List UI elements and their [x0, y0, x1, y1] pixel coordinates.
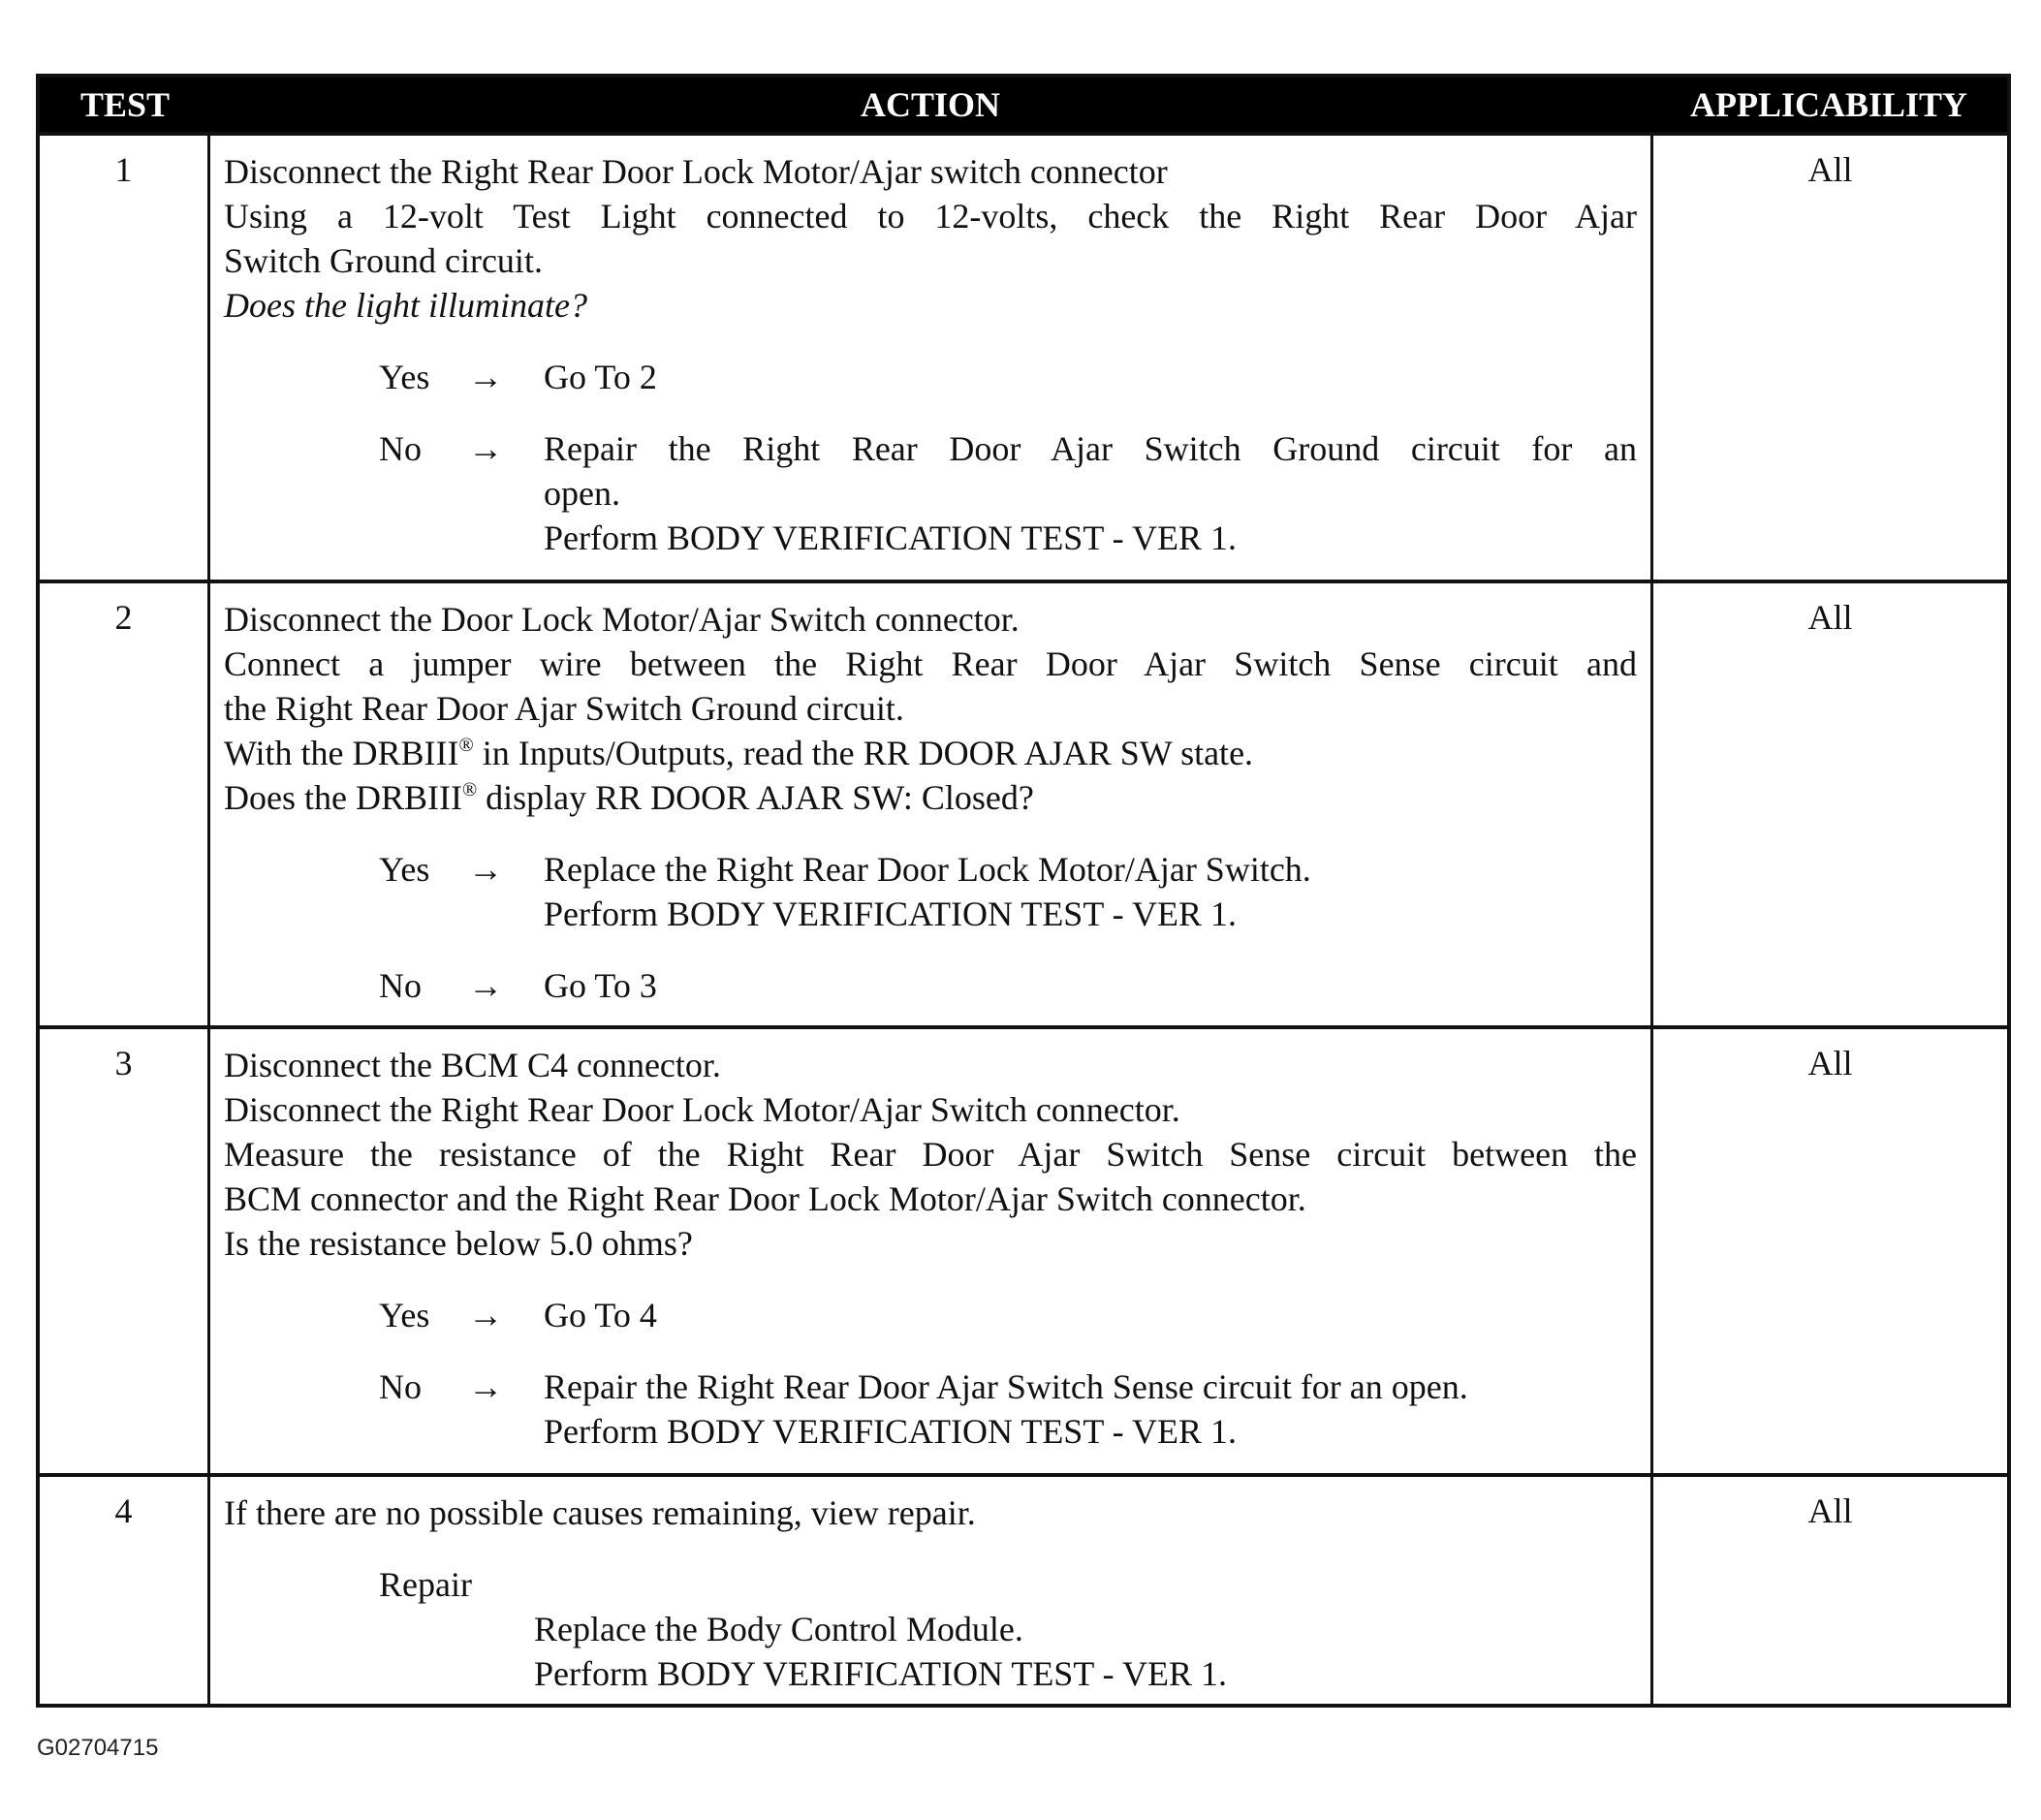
table-row [40, 1025, 2007, 1473]
action-line: Switch Ground circuit. [224, 241, 543, 280]
diagnostic-test-table [36, 74, 2011, 1708]
yes-result: Replace the Right Rear Door Lock Motor/Ajar Switch. [544, 850, 1311, 889]
right-arrow-icon: → [468, 850, 503, 889]
yes-label: Yes [379, 358, 430, 396]
repair-instructions [224, 1607, 1637, 1696]
applicability-cell: All [1650, 136, 2007, 580]
test-number: 2 [40, 583, 210, 1025]
action-line: Connect a jumper wire between the Right Rear Door Ajar Switch Sense circuit and [224, 644, 1637, 683]
action-line: Disconnect the Door Lock Motor/Ajar Switch connector. [224, 600, 1020, 639]
test-number: 4 [40, 1477, 210, 1704]
header-action: ACTION [860, 85, 1001, 124]
applicability-cell: All [1650, 1029, 2007, 1473]
no-result: Repair the Right Rear Door Ajar Switch Ground circuit for an [544, 429, 1637, 468]
no-result: Go To 3 [544, 966, 657, 1005]
right-arrow-icon: → [468, 1296, 503, 1334]
right-arrow-icon: → [468, 358, 503, 396]
action-line: Using a 12-volt Test Light connected to 12-volts, check the Right Rear Door Ajar [224, 197, 1637, 235]
action-line: Measure the resistance of the Right Rear Door Ajar Switch Sense circuit between the [224, 1135, 1637, 1174]
action-line: Disconnect the Right Rear Door Lock Motor/Ajar switch connector [224, 152, 1168, 191]
no-label: No [379, 966, 422, 1005]
test-number: 1 [40, 136, 210, 580]
action-cell [210, 1029, 1650, 1473]
yes-result: Perform BODY VERIFICATION TEST - VER 1. [544, 894, 1238, 933]
action-question: Is the resistance below 5.0 ohms? [224, 1224, 693, 1263]
test-number: 3 [40, 1029, 210, 1473]
no-result: Repair the Right Rear Door Ajar Switch Sense circuit for an open. [544, 1367, 1468, 1406]
yes-option [224, 1293, 1637, 1337]
figure-code: G02704715 [37, 1735, 159, 1761]
action-line: If there are no possible causes remaining, view repair. [224, 1493, 976, 1532]
repair-line: Replace the Body Control Module. [534, 1610, 1023, 1648]
no-option [224, 1365, 1637, 1454]
action-cell [210, 136, 1650, 580]
no-result: open. [544, 474, 620, 513]
no-label: No [379, 1367, 422, 1406]
header-test: TEST [79, 85, 171, 124]
right-arrow-icon: → [468, 966, 503, 1005]
repair-label: Repair [379, 1565, 472, 1604]
action-question: Does the light illuminate? [224, 286, 587, 325]
no-option [224, 426, 1637, 560]
yes-result: Go To 2 [544, 358, 657, 396]
applicability-cell: All [1650, 1477, 2007, 1704]
table-header [40, 78, 2007, 132]
action-cell [210, 583, 1650, 1025]
right-arrow-icon: → [468, 429, 503, 468]
action-line: Disconnect the Right Rear Door Lock Motor/Ajar Switch connector. [224, 1090, 1180, 1129]
table-row [40, 132, 2007, 580]
repair-line: Perform BODY VERIFICATION TEST - VER 1. [534, 1654, 1228, 1693]
yes-option [224, 355, 1637, 399]
header-applicability: APPLICABILITY [1689, 85, 1968, 124]
yes-label: Yes [379, 1296, 430, 1334]
action-cell [210, 1477, 1650, 1704]
no-label: No [379, 429, 422, 468]
applicability-cell: All [1650, 583, 2007, 1025]
table-row [40, 1473, 2007, 1704]
no-result: Perform BODY VERIFICATION TEST - VER 1. [544, 518, 1238, 557]
right-arrow-icon: → [468, 1367, 503, 1406]
action-line: With the DRBIII® in Inputs/Outputs, read the RR DOOR AJAR SW state. [224, 734, 1254, 772]
action-line: the Right Rear Door Ajar Switch Ground circuit. [224, 689, 904, 728]
yes-label: Yes [379, 850, 430, 889]
no-result: Perform BODY VERIFICATION TEST - VER 1. [544, 1412, 1238, 1451]
action-line: Disconnect the BCM C4 connector. [224, 1046, 721, 1084]
action-line: BCM connector and the Right Rear Door Lock Motor/Ajar Switch connector. [224, 1179, 1306, 1218]
no-option [224, 963, 1637, 1008]
yes-result: Go To 4 [544, 1296, 657, 1334]
table-row [40, 580, 2007, 1025]
yes-option [224, 847, 1637, 936]
action-question: Does the DRBIII® display RR DOOR AJAR SW: Closed? [224, 778, 1034, 817]
